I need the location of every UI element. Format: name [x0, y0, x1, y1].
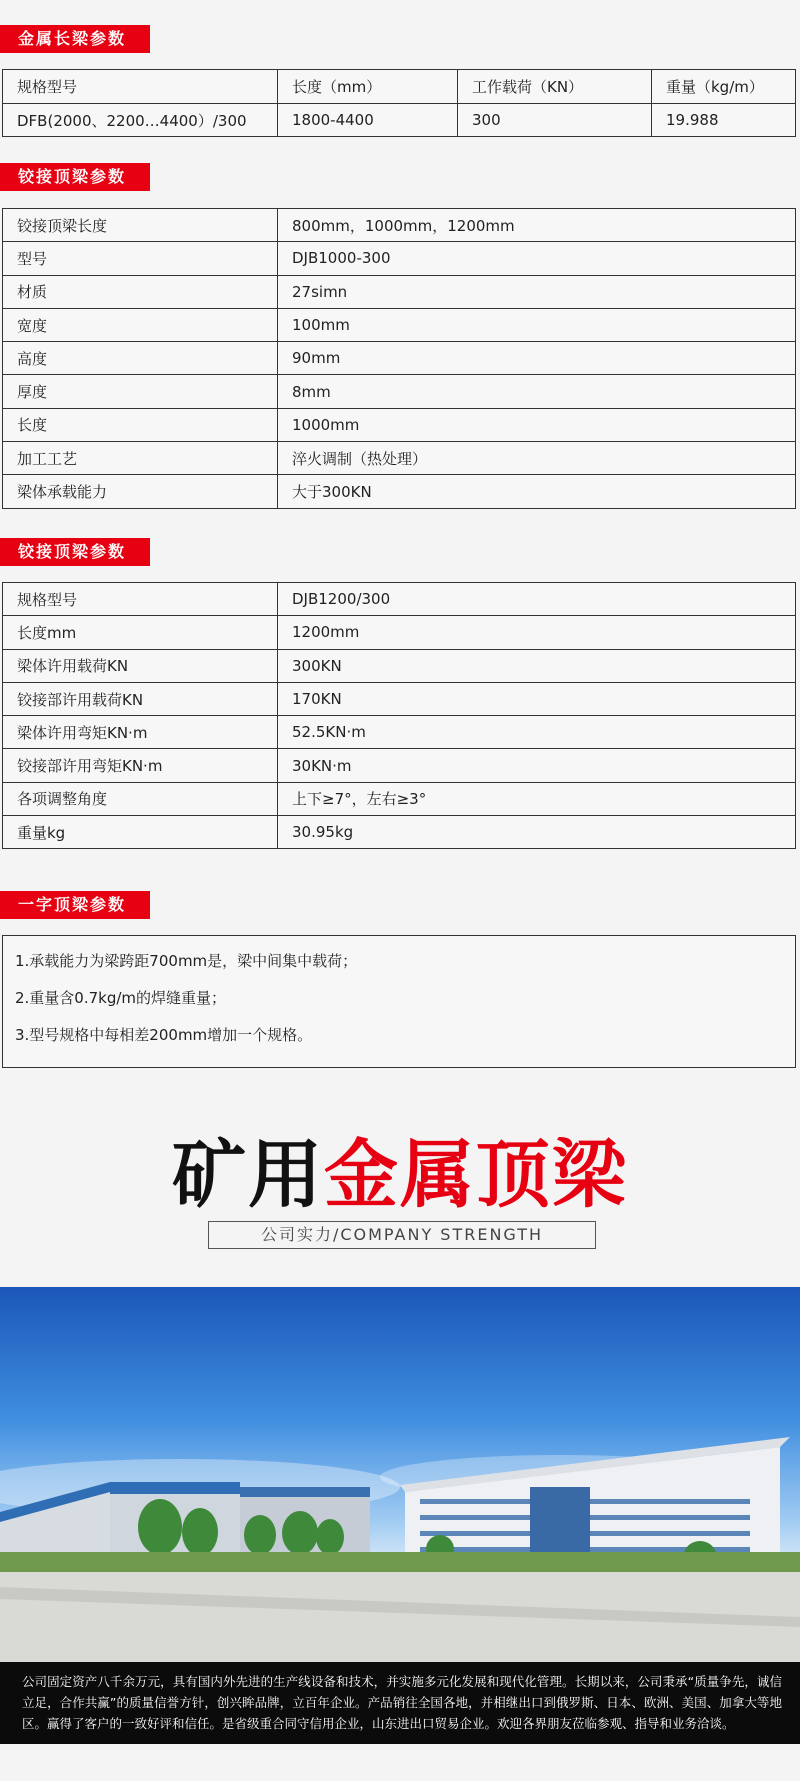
row-value: 300KN: [278, 649, 796, 682]
row-value: 上下≥7°，左右≥3°: [278, 782, 796, 815]
table-row: [3, 209, 796, 242]
row-value: DJB1200/300: [278, 583, 796, 616]
section-tag-metal-long-beam: 金属长梁参数: [0, 25, 150, 53]
hinged-beam-table-1: [2, 208, 796, 509]
banner-title: [0, 1130, 800, 1220]
row-label: 各项调整角度: [3, 782, 278, 815]
table-row: [3, 475, 796, 508]
table-row: [3, 816, 796, 849]
table-row: [3, 342, 796, 375]
row-label: 型号: [3, 242, 278, 275]
row-value: 淬火调制（热处理）: [278, 442, 796, 475]
table-row: [3, 616, 796, 649]
row-value: DJB1000-300: [278, 242, 796, 275]
table-cell: 19.988: [652, 104, 796, 137]
row-label: 梁体承载能力: [3, 475, 278, 508]
row-label: 规格型号: [3, 583, 278, 616]
row-label: 长度mm: [3, 616, 278, 649]
row-value: 30.95kg: [278, 816, 796, 849]
row-value: 1200mm: [278, 616, 796, 649]
company-photo: [0, 1287, 800, 1662]
row-value: 27simn: [278, 275, 796, 308]
row-value: 100mm: [278, 308, 796, 341]
table-header-cell: 重量（kg/m）: [652, 70, 796, 104]
company-description: 公司固定资产八千余万元，具有国内外先进的生产线设备和技术，并实施多元化发展和现代化管理。长期以来，公司秉承“质量争先，诚信立足，合作共赢”的质量信誉方针，创兴眸品牌，立百年企业。产品销往全国各地，并相继出口到俄罗斯、日本、欧洲、美国、加拿大等地区。赢得了客户的一致好评和信任。是省级重合同守信用企业，山东进出口贸易企业。欢迎各界朋友莅临参观、指导和业务洽谈。: [0, 1662, 800, 1744]
table-row: [3, 408, 796, 441]
table-header-cell: 规格型号: [3, 70, 278, 104]
row-label: 重量kg: [3, 816, 278, 849]
section-tag-hinged-beam-2: 铰接顶梁参数: [0, 538, 150, 566]
row-value: 170KN: [278, 682, 796, 715]
row-value: 1000mm: [278, 408, 796, 441]
table-row: [3, 716, 796, 749]
row-value: 52.5KN·m: [278, 716, 796, 749]
note-item: 1.承载能力为梁跨距700mm是，梁中间集中载荷；: [15, 952, 358, 970]
table-header-cell: 长度（mm）: [278, 70, 458, 104]
row-label: 铰接顶梁长度: [3, 209, 278, 242]
table-row: [3, 275, 796, 308]
row-label: 材质: [3, 275, 278, 308]
table-cell: 300: [458, 104, 652, 137]
table-row: [3, 583, 796, 616]
metal-long-beam-table: [2, 69, 796, 137]
factory-illustration: [0, 1287, 800, 1662]
row-label: 铰接部许用载荷KN: [3, 682, 278, 715]
table-header-row: [3, 70, 796, 104]
row-label: 高度: [3, 342, 278, 375]
table-row: [3, 308, 796, 341]
section-tag-hinged-beam: 铰接顶梁参数: [0, 163, 150, 191]
banner-title-red: 金属顶梁: [324, 1132, 628, 1218]
row-value: 大于300KN: [278, 475, 796, 508]
row-value: 800mm，1000mm，1200mm: [278, 209, 796, 242]
note-item: 3.型号规格中每相差200mm增加一个规格。: [15, 1026, 313, 1044]
row-label: 宽度: [3, 308, 278, 341]
table-row: [3, 442, 796, 475]
hinged-beam-table-2: [2, 582, 796, 849]
row-label: 厚度: [3, 375, 278, 408]
banner-subtitle: 公司实力/COMPANY STRENGTH: [208, 1221, 596, 1249]
section-tag-straight-beam: 一字顶梁参数: [0, 891, 150, 919]
table-row: [3, 782, 796, 815]
straight-beam-notes: [2, 935, 796, 1068]
row-label: 梁体许用弯矩KN·m: [3, 716, 278, 749]
row-label: 梁体许用载荷KN: [3, 649, 278, 682]
row-value: 8mm: [278, 375, 796, 408]
row-label: 加工工艺: [3, 442, 278, 475]
table-row: [3, 749, 796, 782]
table-header-cell: 工作载荷（KN）: [458, 70, 652, 104]
table-row: [3, 242, 796, 275]
table-row: [3, 375, 796, 408]
table-cell: 1800-4400: [278, 104, 458, 137]
table-row: [3, 682, 796, 715]
row-label: 长度: [3, 408, 278, 441]
row-value: 30KN·m: [278, 749, 796, 782]
row-value: 90mm: [278, 342, 796, 375]
row-label: 铰接部许用弯矩KN·m: [3, 749, 278, 782]
table-row: [3, 649, 796, 682]
table-row: [3, 104, 796, 137]
note-item: 2.重量含0.7kg/m的焊缝重量；: [15, 989, 227, 1007]
table-cell: DFB(2000、2200…4400）/300: [3, 104, 278, 137]
banner-title-black: 矿用: [172, 1132, 324, 1218]
